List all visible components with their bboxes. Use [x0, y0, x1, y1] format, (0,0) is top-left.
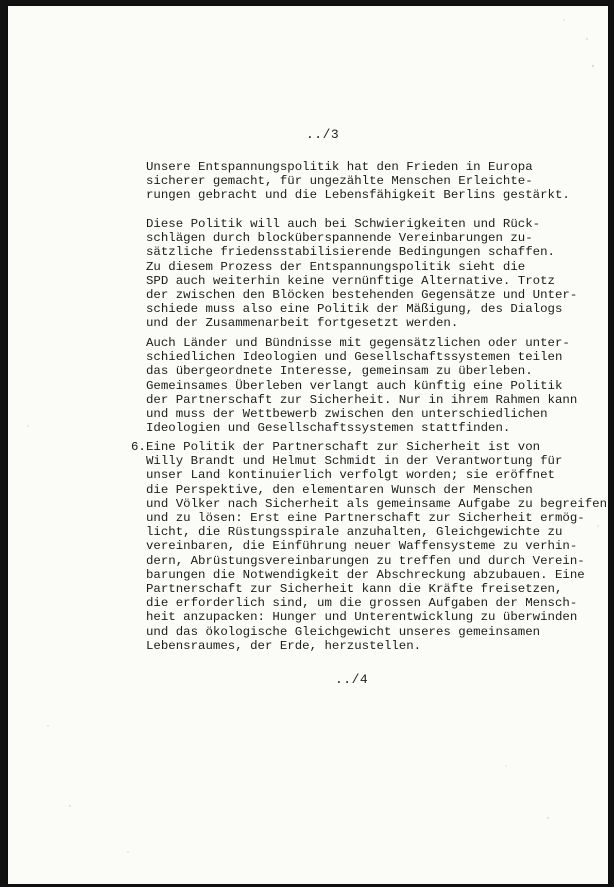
text-line: und zu lösen: Erst eine Partnerschaft zur Sicherheit ermög-	[146, 511, 585, 526]
text-line: Diese Politik will auch bei Schwierigkeiten und Rück-	[146, 217, 541, 231]
text-line: barungen die Notwendigkeit der Abschreckung abzubauen. Eine	[146, 567, 585, 582]
text-line: sicherer gemacht, für ungezählte Menschen Erleichte-	[146, 174, 533, 189]
text-line: Gemeinsames Überleben verlangt auch künftig eine Politik	[146, 378, 563, 393]
text-line: und Völker nach Sicherheit als gemeinsame Aufgabe zu begreifen	[146, 496, 608, 511]
text-line: dern, Abrüstungsvereinbarungen zu treffen und durch Verein-	[146, 553, 585, 568]
text-line: schiede muss also eine Politik der Mäßigung, des Dialogs	[146, 302, 563, 317]
text-line: vereinbaren, die Einführung neuer Waffensysteme zu verhin-	[146, 539, 578, 554]
text-line: und das ökologische Gleichgewicht unseres gemeinsamen	[146, 624, 541, 639]
text-line: der zwischen den Blöcken bestehenden Gegensätze und Unter-	[146, 288, 578, 303]
text-line: und muss der Wettbewerb zwischen den unterschiedlichen	[146, 407, 548, 422]
text-line: der Partnerschaft zur Sicherheit. Nur in ihrem Rahmen kann	[146, 392, 578, 407]
text-line: Zu diesem Prozess der Entspannungspolitik sieht die	[146, 259, 526, 274]
text-line: unser Land kontinuierlich verfolgt worden; sie eröffnet	[146, 468, 555, 483]
text-line: die Perspektive, den elementaren Wunsch der Menschen	[146, 482, 533, 497]
text-line: die erforderlich sind, um die grossen Aufgaben der Mensch-	[146, 596, 578, 611]
text-line: schiedlichen Ideologien und Gesellschaftssystemen teilen	[146, 350, 563, 365]
text-line: schlägen durch blocküberspannende Vereinbarungen zu-	[146, 231, 533, 246]
text-line: SPD auch weiterhin keine vernünftige Alternative. Trotz	[146, 273, 555, 288]
text-line: licht, die Rüstungsspirale anzuhalten, Gleichgewichte zu	[146, 525, 563, 540]
text-line: Unsere Entspannungspolitik hat den Frieden in Europa	[146, 160, 533, 174]
text-line: rungen gebracht und die Lebensfähigkeit Berlins gestärkt.	[146, 188, 570, 203]
page-reference-top: ../3	[306, 127, 340, 142]
text-line: Auch Länder und Bündnisse mit gegensätzlichen oder unter-	[146, 336, 570, 350]
section-number: 6.	[131, 440, 146, 454]
text-line: Eine Politik der Partnerschaft zur Sicherheit ist von	[146, 440, 541, 454]
paragraph-2	[146, 217, 586, 331]
paragraph-4	[146, 440, 608, 653]
text-line: sätzliche friedensstabilisierende Bedingungen schaffen.	[146, 245, 555, 260]
text-line: Partnerschaft zur Sicherheit kann die Kräfte freisetzen,	[146, 582, 563, 597]
page-reference-bottom: ../4	[335, 672, 369, 687]
text-line: Lebensraumes, der Erde, herzustellen.	[146, 638, 422, 653]
paragraph-3	[146, 336, 586, 435]
text-line: das übergeordnete Interesse, gemeinsam zu überleben.	[146, 364, 533, 379]
document-page	[8, 6, 608, 884]
text-line: und der Zusammenarbeit fortgesetzt werden.	[146, 316, 459, 331]
text-line: heit anzupacken: Hunger und Unterentwicklung zu überwinden	[146, 610, 578, 625]
paragraph-1	[146, 160, 586, 203]
text-line: Willy Brandt und Helmut Schmidt in der Verantwortung für	[146, 454, 563, 469]
text-line: Ideologien und Gesellschaftssystemen stattfinden.	[146, 421, 511, 436]
